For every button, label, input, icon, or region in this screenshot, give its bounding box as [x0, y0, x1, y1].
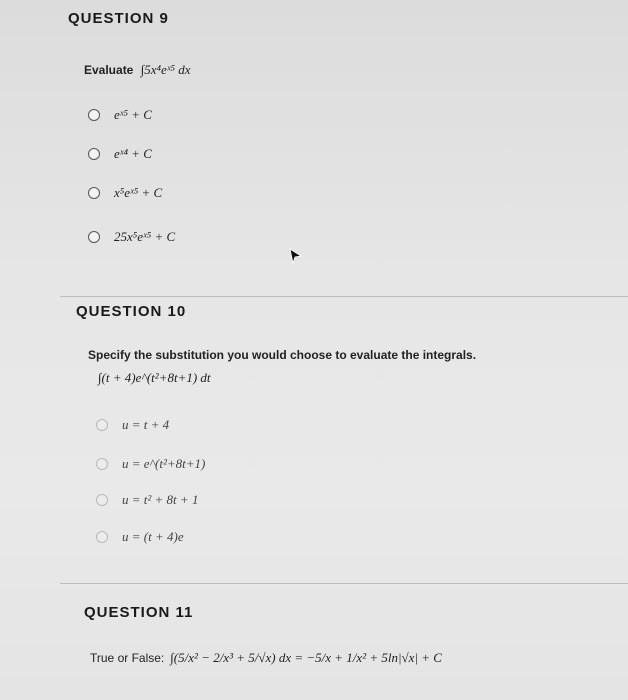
q9-option-1[interactable] — [88, 107, 152, 123]
question-11-prompt-label: True or False: — [90, 651, 165, 665]
q9-option-2[interactable] — [88, 146, 152, 162]
q10-option-1-label: u = t + 4 — [122, 417, 170, 432]
question-9-integral: ∫5x⁴eˣ⁵ dx — [140, 62, 191, 77]
q9-option-3-radio[interactable] — [88, 187, 100, 199]
q10-option-1[interactable] — [96, 417, 169, 433]
q9-option-4-radio[interactable] — [88, 231, 100, 243]
question-10-prompt: Specify the substitution you would choose to evaluate the integrals. — [88, 348, 477, 362]
q9-option-2-radio[interactable] — [88, 148, 100, 160]
q10-option-3-label: u = t² + 8t + 1 — [122, 492, 199, 507]
q10-option-2[interactable] — [96, 456, 205, 472]
section-separator — [60, 583, 628, 584]
q9-option-4-label: 25x⁵eˣ⁵ + C — [114, 229, 176, 244]
q9-option-4[interactable] — [88, 229, 175, 245]
question-10-integral: ∫(t + 4)e^(t²+8t+1) dt — [98, 370, 211, 385]
q9-option-1-label: eˣ⁵ + C — [114, 107, 152, 122]
q10-option-1-radio[interactable] — [96, 419, 108, 431]
question-9-prompt-label: Evaluate — [84, 63, 134, 77]
q10-option-4[interactable] — [96, 529, 184, 545]
question-11-equation: ∫(5/x² − 2/x³ + 5/√x) dx = −5/x + 1/x² + 5ln|√x| + C — [170, 650, 442, 665]
q10-option-2-radio[interactable] — [96, 458, 108, 470]
q9-option-3[interactable] — [88, 185, 162, 201]
q10-option-2-label: u = e^(t²+8t+1) — [122, 456, 206, 471]
question-11-heading: QUESTION 11 — [84, 604, 194, 621]
q10-option-4-radio[interactable] — [96, 531, 108, 543]
q9-option-1-radio[interactable] — [88, 109, 100, 121]
question-9-heading: QUESTION 9 — [68, 10, 169, 27]
question-10-heading: QUESTION 10 — [76, 303, 187, 320]
q10-option-3[interactable] — [96, 492, 198, 508]
q9-option-2-label: eˣ⁴ + C — [114, 146, 152, 161]
question-11-prompt — [90, 650, 442, 666]
q9-option-3-label: x⁵eˣ⁵ + C — [114, 185, 163, 200]
q10-option-3-radio[interactable] — [96, 494, 108, 506]
section-separator — [60, 296, 628, 297]
question-9-prompt — [84, 62, 191, 78]
q10-option-4-label: u = (t + 4)e — [122, 529, 184, 544]
mouse-cursor-icon — [289, 248, 303, 264]
